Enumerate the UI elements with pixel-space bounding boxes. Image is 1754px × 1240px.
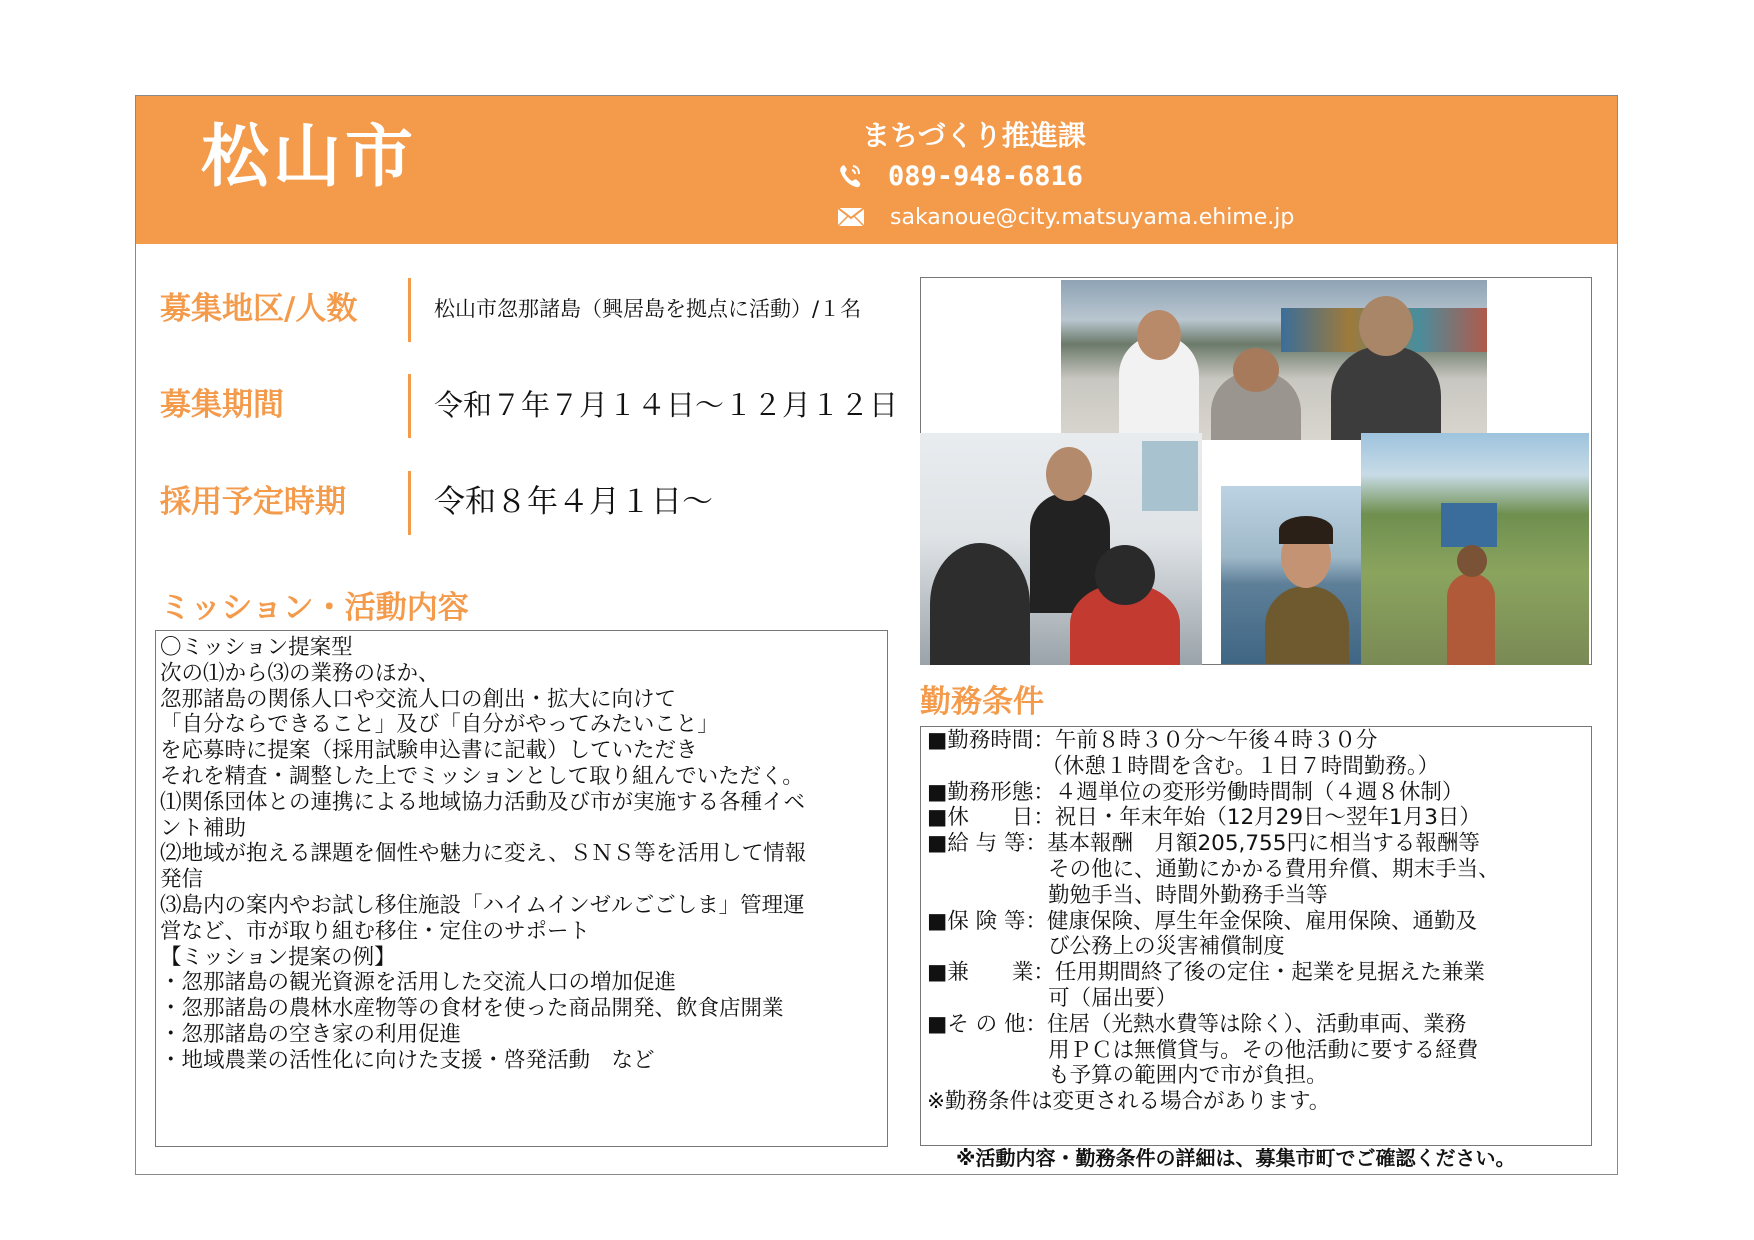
person-shape [1331, 346, 1441, 440]
person-shape [1046, 447, 1092, 501]
mission-line: ント補助 [160, 815, 247, 841]
recruit-period-value: 令和７年７月１４日～１２月１２日 [434, 388, 899, 422]
email-row [838, 200, 1294, 234]
mission-box [155, 630, 888, 1147]
condition-line: 用ＰＣは無償貸与。その他活動に要する経費 [927, 1037, 1479, 1063]
condition-line: 勤勉手当、時間外勤務手当等 [927, 882, 1328, 908]
person-shape [1137, 310, 1181, 360]
mission-line: 【ミッション提案の例】 [160, 944, 396, 970]
condition-line: ■勤務形態：４週単位の変形労働時間制（４週８休制） [927, 779, 1464, 805]
mission-line: ⑵地域が抱える課題を個性や魅力に変え、ＳＮＳ等を活用して情報 [160, 841, 807, 867]
person-shape [1095, 545, 1155, 605]
photo-collage [920, 277, 1592, 665]
divider-bar [408, 374, 411, 438]
mission-line: ⑴関係団体との連携による地域協力活動及び市が実施する各種イベ [160, 789, 806, 815]
window-shape [1142, 441, 1198, 511]
phone-row [838, 158, 1083, 194]
condition-line: （休憩１時間を含む。１日７時間勤務。） [927, 753, 1440, 779]
condition-line: その他に、通勤にかかる費用弁償、期末手当、 [927, 856, 1500, 882]
recruit-area-label: 募集地区/人数 [160, 291, 358, 327]
mission-line: 〇ミッション提案型 [160, 635, 353, 660]
crate-shape [1441, 503, 1497, 547]
divider-bar [408, 471, 411, 535]
condition-line: ※勤務条件は変更される場合があります。 [927, 1089, 1331, 1115]
mission-line: 「自分ならできること」及び「自分がやってみたいこと」 [160, 712, 719, 738]
person-shape [930, 543, 1030, 665]
phone-icon [838, 163, 862, 189]
mission-title: ミッション・活動内容 [160, 590, 469, 626]
person-shape [1457, 545, 1487, 577]
person-shape [1265, 586, 1349, 664]
photo-orchard [1361, 433, 1589, 665]
mission-line: ⑶島内の案内やお試し移住施設「ハイムインゼルごごしま」管理運 [160, 892, 805, 918]
condition-line: ■そ の 他：住居（光熱水費等は除く）、活動車両、業務 [927, 1011, 1467, 1037]
mission-line: を応募時に提案（採用試験申込書に記載）していただき [160, 738, 698, 764]
condition-line: 可（届出要） [927, 985, 1178, 1011]
hire-date-label: 採用予定時期 [160, 484, 346, 520]
person-shape [1233, 348, 1279, 392]
phone-number: 089-948-6816 [888, 160, 1084, 192]
email-address: sakanoue@city.matsuyama.ehime.jp [890, 204, 1295, 230]
recruit-area-value: 松山市忽那諸島（興居島を拠点に活動）/１名 [434, 297, 862, 321]
conditions-box [920, 726, 1592, 1146]
mission-line: ・地域農業の活性化に向けた支援・啓発活動 など [160, 1047, 655, 1073]
mission-line: 次の⑴から⑶の業務のほか、 [160, 660, 440, 686]
mission-line: ・忽那諸島の観光資源を活用した交流人口の増加促進 [160, 970, 677, 996]
hire-date-value: 令和８年４月１日～ [434, 484, 713, 520]
person-shape [1279, 516, 1333, 544]
condition-line: ■休 日：祝日・年末年始（12月29日～翌年1月3日） [927, 805, 1481, 831]
envelope-icon [838, 208, 864, 226]
header-banner [136, 96, 1617, 244]
mission-line: それを精査・調整した上でミッションとして取り組んでいただく。 [160, 763, 804, 789]
photo-group-harbor [1061, 280, 1487, 440]
divider-bar [408, 278, 411, 342]
condition-line: も予算の範囲内で市が負担。 [927, 1063, 1328, 1089]
mission-line: 発信 [160, 867, 204, 893]
footer-note: ※活動内容・勤務条件の詳細は、募集市町でご確認ください。 [956, 1146, 1516, 1170]
photo-classroom [920, 433, 1202, 665]
condition-line: ■保 険 等：健康保険、厚生年金保険、雇用保険、通勤及 [927, 908, 1477, 934]
department-name: まちづくり推進課 [862, 119, 1086, 152]
condition-line: ■給 与 等：基本報酬 月額205,755円に相当する報酬等 [927, 831, 1480, 857]
person-shape [1447, 573, 1495, 665]
condition-line: び公務上の災害補償制度 [927, 934, 1285, 960]
condition-line: ■勤務時間：午前８時３０分～午後４時３０分 [927, 728, 1378, 753]
mission-line: ・忽那諸島の農林水産物等の食材を使った商品開発、飲食店開業 [160, 996, 784, 1022]
conditions-title: 勤務条件 [920, 684, 1044, 720]
mission-line: 営など、市が取り組む移住・定住のサポート [160, 918, 591, 944]
mission-line: ・忽那諸島の空き家の利用促進 [160, 1021, 462, 1047]
person-shape [1359, 296, 1413, 356]
condition-line: ■兼 業：任用期間終了後の定住・起業を見据えた兼業 [927, 960, 1485, 986]
mission-line: 忽那諸島の関係人口や交流人口の創出・拡大に向けて [160, 686, 677, 712]
city-name: 松山市 [201, 118, 418, 197]
recruit-period-label: 募集期間 [160, 387, 284, 423]
